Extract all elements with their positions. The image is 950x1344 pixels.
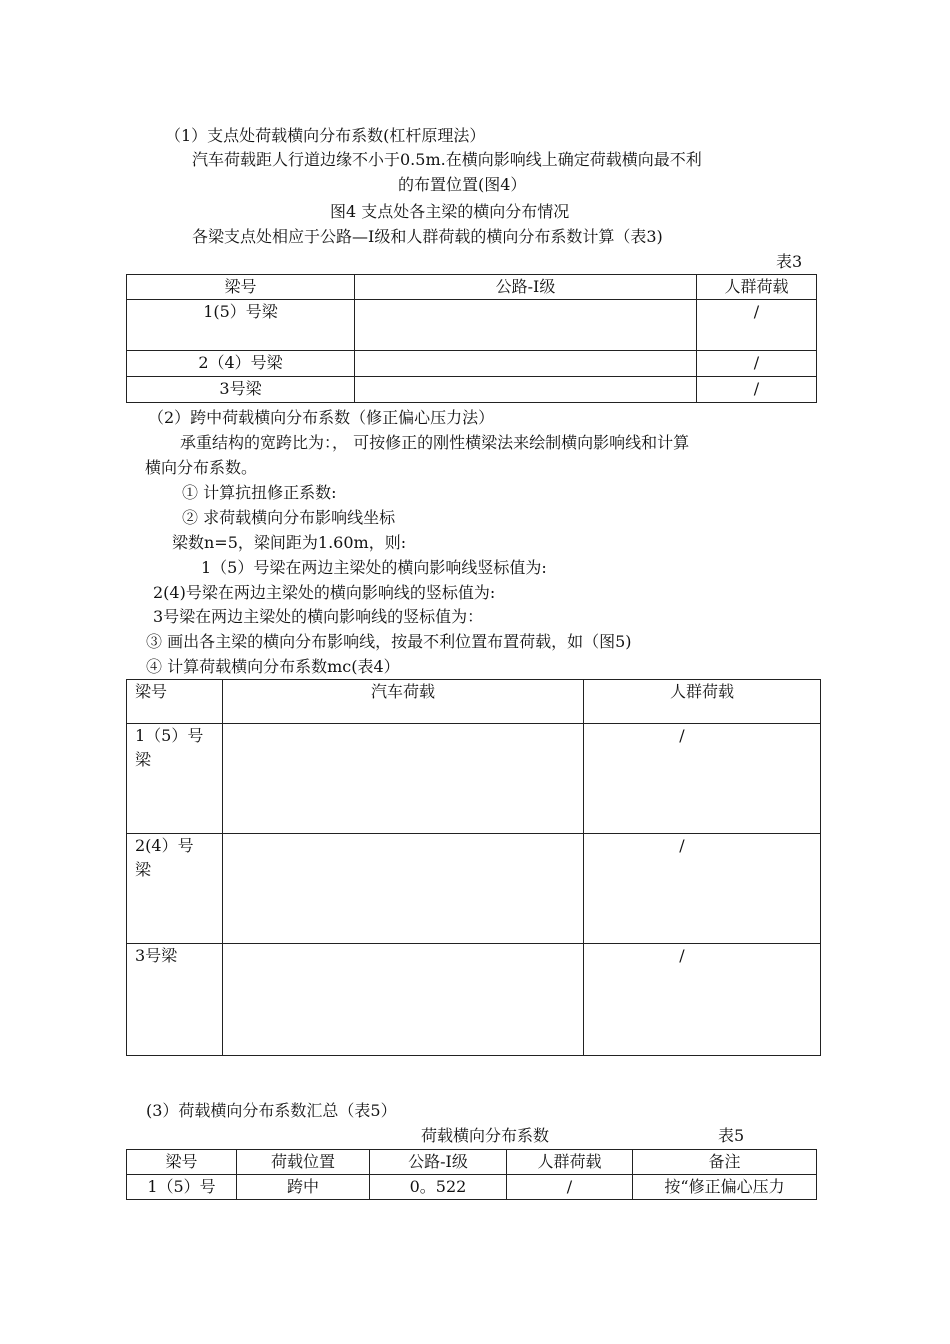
- table4-cell-car: [223, 944, 584, 1056]
- table3-cell-road: [355, 300, 697, 351]
- section2-beam1-line: 1（5）号梁在两边主梁处的横向影响线竖标值为:: [201, 558, 547, 577]
- table5-header-road: 公路-Ⅰ级: [370, 1150, 507, 1175]
- section2-paragraph-line1: 承重结构的宽跨比为：， 可按修正的刚性横梁法来绘制横向影响线和计算: [180, 433, 690, 452]
- table5-cell-position: 跨中: [237, 1175, 370, 1200]
- table3-cell-beam: 1(5）号梁: [127, 300, 355, 351]
- table4: [126, 679, 821, 1056]
- table4-beam-line1: 3号梁: [135, 946, 178, 965]
- table4-beam-line1: 1（5）号: [135, 726, 204, 745]
- table4-header-car: 汽车荷载: [223, 680, 584, 724]
- table-row: [127, 377, 817, 403]
- table5-caption: 荷载横向分布系数: [421, 1126, 550, 1145]
- section2-item3: ③ 画出各主梁的横向分布影响线，按最不利位置布置荷载，如（图5): [146, 632, 632, 651]
- table3-cell-crowd: /: [697, 300, 817, 351]
- table3-header-road: 公路-Ⅰ级: [355, 275, 697, 300]
- table3-cell-beam: 3号梁: [127, 377, 355, 403]
- table3-cell-road: [355, 351, 697, 377]
- table3-cell-crowd: /: [697, 377, 817, 403]
- table5-cell-road: 0。522: [370, 1175, 507, 1200]
- section2-item2: ② 求荷载横向分布影响线坐标: [182, 508, 396, 527]
- table4-cell-crowd: /: [584, 834, 821, 944]
- section2-item4: ④ 计算荷载横向分布系数mc(表4）: [146, 657, 400, 676]
- table4-header-beam: 梁号: [127, 680, 223, 724]
- table4-beam-line1: 2(4）号: [135, 836, 194, 855]
- table5-header-beam: 梁号: [127, 1150, 237, 1175]
- section2-beam-count: 梁数n=5，梁间距为1.60m，则:: [172, 533, 407, 552]
- table4-cell-beam: [127, 724, 223, 834]
- section2-title: （2）跨中荷载横向分布系数（修正偏心压力法）: [148, 408, 495, 427]
- table4-cell-crowd: /: [584, 944, 821, 1056]
- table-row: [127, 1175, 817, 1200]
- section2-paragraph-line2: 横向分布系数。: [145, 458, 258, 477]
- table3-label: 表3: [776, 252, 803, 271]
- table3-heading: 各梁支点处相应于公路—Ⅰ级和人群荷载的横向分布系数计算（表3): [192, 227, 663, 246]
- table3-cell-crowd: /: [697, 351, 817, 377]
- section1-paragraph-line1: 汽车荷载距人行道边缘不小于0.5m.在横向影响线上确定荷载横向最不利: [192, 150, 702, 169]
- table5-cell-beam: 1（5）号: [127, 1175, 237, 1200]
- table5-header-position: 荷载位置: [237, 1150, 370, 1175]
- table3-cell-beam: 2（4）号梁: [127, 351, 355, 377]
- figure4-caption: 图4 支点处各主梁的横向分布情况: [330, 202, 570, 221]
- table5-header-crowd: 人群荷载: [507, 1150, 633, 1175]
- table3-header-crowd: 人群荷载: [697, 275, 817, 300]
- table4-cell-car: [223, 724, 584, 834]
- section2-item1: ① 计算抗扭修正系数:: [182, 483, 337, 502]
- table3: [126, 274, 817, 403]
- table5-label: 表5: [718, 1126, 745, 1145]
- table4-beam-line2: 梁: [135, 860, 152, 879]
- section1-title: （1）支点处荷载横向分布系数(杠杆原理法）: [165, 126, 486, 145]
- table5: [126, 1149, 817, 1200]
- table4-header-crowd: 人群荷载: [584, 680, 821, 724]
- table4-cell-crowd: /: [584, 724, 821, 834]
- table4-cell-car: [223, 834, 584, 944]
- table3-cell-road: [355, 377, 697, 403]
- table5-header-note: 备注: [633, 1150, 817, 1175]
- table-row: [127, 351, 817, 377]
- table4-cell-beam: [127, 834, 223, 944]
- section2-beam2-line: 2(4)号梁在两边主梁处的横向影响线的竖标值为:: [153, 583, 496, 602]
- table-row: [127, 944, 821, 1056]
- table5-cell-crowd: /: [507, 1175, 633, 1200]
- table3-header-beam: 梁号: [127, 275, 355, 300]
- section1-paragraph-line2: 的布置位置(图4）: [398, 175, 527, 194]
- table-row: [127, 300, 817, 351]
- section2-beam3-line: 3号梁在两边主梁处的横向影响线的竖标值为：: [153, 607, 484, 626]
- table-row: [127, 724, 821, 834]
- table4-cell-beam: [127, 944, 223, 1056]
- table-row: [127, 834, 821, 944]
- table4-beam-line2: 梁: [135, 750, 152, 769]
- section3-title: (3）荷载横向分布系数汇总（表5）: [146, 1101, 397, 1120]
- table5-cell-note: 按“修正偏心压力: [633, 1175, 817, 1200]
